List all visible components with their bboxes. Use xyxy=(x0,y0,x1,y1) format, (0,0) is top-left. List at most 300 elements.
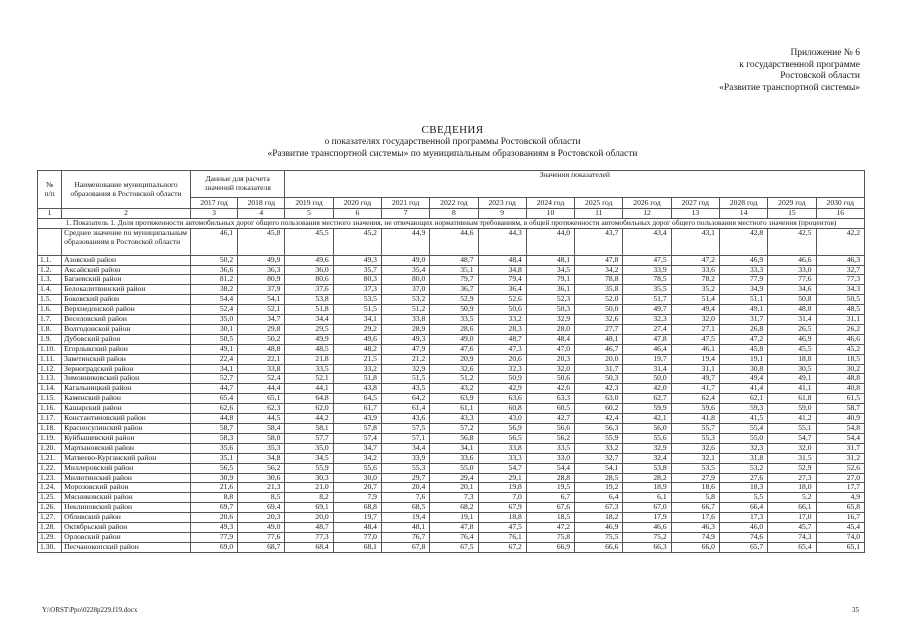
row-value: 5,2 xyxy=(768,493,816,503)
table-row xyxy=(38,265,865,275)
column-number: 5 xyxy=(285,209,333,219)
row-value: 75,5 xyxy=(575,532,623,542)
row-value: 34,1 xyxy=(190,364,237,374)
table-row xyxy=(38,463,865,473)
row-value: 74,9 xyxy=(671,532,719,542)
row-value: 62,3 xyxy=(238,404,285,414)
row-value: 44,8 xyxy=(190,414,237,424)
table-row xyxy=(38,542,865,552)
row-value: 20,9 xyxy=(430,354,478,364)
table-row xyxy=(38,315,865,325)
row-value: 46,4 xyxy=(623,344,671,354)
row-value: 51,1 xyxy=(719,295,767,305)
row-value: 50,5 xyxy=(190,334,237,344)
row-value: 28,2 xyxy=(623,473,671,483)
row-value: 32,6 xyxy=(575,315,623,325)
row-value: 33,3 xyxy=(478,453,526,463)
row-value: 74,0 xyxy=(816,532,864,542)
table-row xyxy=(38,532,865,542)
appendix-line: Приложение № 6 xyxy=(790,48,860,58)
row-num: 1.13. xyxy=(38,374,62,384)
row-value: 68,7 xyxy=(238,542,285,552)
header-year: 2021 год xyxy=(381,198,429,209)
row-value: 49,0 xyxy=(238,523,285,533)
row-value: 48,8 xyxy=(768,305,816,315)
table-row xyxy=(38,513,865,523)
row-value: 50,3 xyxy=(526,305,574,315)
row-value: 64,5 xyxy=(333,394,381,404)
row-value: 76,1 xyxy=(478,532,526,542)
row-value: 67,0 xyxy=(623,503,671,513)
row-value: 28,9 xyxy=(381,324,429,334)
appendix-line: «Развитие транспортной системы» xyxy=(719,82,860,93)
row-value: 49,3 xyxy=(381,334,429,344)
row-value: 27,9 xyxy=(671,473,719,483)
row-value: 56,2 xyxy=(526,433,574,443)
row-num: 1.6. xyxy=(38,305,62,315)
avg-num xyxy=(38,228,62,255)
row-value: 32,4 xyxy=(623,453,671,463)
row-value: 49,7 xyxy=(623,305,671,315)
page-number: 35 xyxy=(852,606,859,614)
table-row xyxy=(38,493,865,503)
row-value: 8,8 xyxy=(190,493,237,503)
row-value: 55,3 xyxy=(381,463,429,473)
row-value: 37,9 xyxy=(238,285,285,295)
row-value: 33,5 xyxy=(430,315,478,325)
row-value: 34,2 xyxy=(575,265,623,275)
row-value: 61,1 xyxy=(430,404,478,414)
row-value: 64,8 xyxy=(285,394,333,404)
row-value: 65,4 xyxy=(190,394,237,404)
appendix-block xyxy=(600,48,860,94)
row-value: 52,0 xyxy=(575,295,623,305)
row-value: 67,6 xyxy=(526,503,574,513)
row-value: 36,7 xyxy=(430,285,478,295)
row-value: 29,8 xyxy=(238,324,285,334)
table-row xyxy=(38,364,865,374)
row-value: 42,4 xyxy=(575,414,623,424)
row-value: 69,4 xyxy=(238,503,285,513)
row-value: 27,3 xyxy=(768,473,816,483)
row-value: 33,6 xyxy=(671,265,719,275)
row-value: 19,8 xyxy=(478,483,526,493)
row-value: 49,1 xyxy=(190,344,237,354)
column-number: 2 xyxy=(62,209,191,219)
row-value: 33,2 xyxy=(575,443,623,453)
row-value: 20,0 xyxy=(285,513,333,523)
row-value: 44,5 xyxy=(238,414,285,424)
row-value: 50,6 xyxy=(526,374,574,384)
row-value: 51,5 xyxy=(333,305,381,315)
row-value: 32,6 xyxy=(430,364,478,374)
row-value: 55,3 xyxy=(671,433,719,443)
header-year: 2024 год xyxy=(526,198,574,209)
row-value: 34,8 xyxy=(238,453,285,463)
row-value: 49,4 xyxy=(671,305,719,315)
column-number: 6 xyxy=(333,209,381,219)
table-row xyxy=(38,443,865,453)
row-value: 21,6 xyxy=(190,483,237,493)
row-value: 37,3 xyxy=(333,285,381,295)
row-value: 41,7 xyxy=(671,384,719,394)
row-municipality: Морозовский район xyxy=(62,483,191,493)
table-row xyxy=(38,404,865,414)
row-value: 80,3 xyxy=(333,275,381,285)
row-value: 76,4 xyxy=(430,532,478,542)
row-value: 48,7 xyxy=(430,255,478,265)
row-value: 59,6 xyxy=(671,404,719,414)
row-value: 36,3 xyxy=(238,265,285,275)
row-value: 58,0 xyxy=(238,433,285,443)
row-value: 58,7 xyxy=(190,424,237,434)
row-value: 59,3 xyxy=(719,404,767,414)
row-value: 26,2 xyxy=(816,324,864,334)
row-value: 7,9 xyxy=(333,493,381,503)
row-value: 58,7 xyxy=(816,404,864,414)
row-value: 47,2 xyxy=(526,523,574,533)
row-value: 81,2 xyxy=(190,275,237,285)
row-value: 31,4 xyxy=(623,364,671,374)
row-value: 18,8 xyxy=(478,513,526,523)
row-value: 67,5 xyxy=(430,542,478,552)
row-value: 41,5 xyxy=(719,414,767,424)
row-value: 47,8 xyxy=(623,334,671,344)
row-value: 26,5 xyxy=(768,324,816,334)
row-value: 19,4 xyxy=(381,513,429,523)
table-row xyxy=(38,285,865,295)
row-value: 18,3 xyxy=(719,483,767,493)
avg-value: 44,6 xyxy=(430,228,478,255)
column-number: 3 xyxy=(190,209,237,219)
row-value: 63,0 xyxy=(575,394,623,404)
row-value: 46,1 xyxy=(671,344,719,354)
row-value: 35,2 xyxy=(671,285,719,295)
row-value: 49,1 xyxy=(719,305,767,315)
row-value: 57,7 xyxy=(285,433,333,443)
avg-value: 44,0 xyxy=(526,228,574,255)
row-value: 30,3 xyxy=(285,473,333,483)
column-number: 14 xyxy=(719,209,767,219)
row-value: 28,8 xyxy=(526,473,574,483)
row-municipality: Веселовский район xyxy=(62,315,191,325)
row-value: 56,8 xyxy=(430,433,478,443)
row-value: 54,1 xyxy=(238,295,285,305)
row-num: 1.24. xyxy=(38,483,62,493)
row-value: 53,5 xyxy=(671,463,719,473)
row-value: 49,9 xyxy=(238,255,285,265)
row-value: 57,8 xyxy=(333,424,381,434)
document-title: СВЕДЕНИЯ xyxy=(421,124,484,136)
row-value: 57,2 xyxy=(430,424,478,434)
row-value: 68,5 xyxy=(381,503,429,513)
row-value: 30,2 xyxy=(816,364,864,374)
row-value: 32,3 xyxy=(719,443,767,453)
row-value: 17,3 xyxy=(719,513,767,523)
row-value: 48,4 xyxy=(478,255,526,265)
appendix-line: Ростовской области xyxy=(780,71,860,81)
row-value: 6,4 xyxy=(575,493,623,503)
row-value: 53,8 xyxy=(623,463,671,473)
row-value: 32,9 xyxy=(623,443,671,453)
row-num: 1.22. xyxy=(38,463,62,473)
row-municipality: Орловский район xyxy=(62,532,191,542)
row-value: 52,7 xyxy=(190,374,237,384)
row-value: 48,4 xyxy=(526,334,574,344)
row-value: 50,0 xyxy=(623,374,671,384)
row-value: 20,0 xyxy=(575,354,623,364)
row-municipality: Заветинский район xyxy=(62,354,191,364)
row-value: 30,0 xyxy=(333,473,381,483)
row-value: 48,1 xyxy=(381,523,429,533)
table-row xyxy=(38,473,865,483)
table-row xyxy=(38,354,865,364)
row-value: 52,4 xyxy=(190,305,237,315)
row-value: 66,9 xyxy=(526,542,574,552)
row-num: 1.12. xyxy=(38,364,62,374)
row-municipality: Мясниковский район xyxy=(62,493,191,503)
header-year: 2030 год xyxy=(816,198,864,209)
row-value: 37,6 xyxy=(285,285,333,295)
row-value: 4,9 xyxy=(816,493,864,503)
row-value: 27,6 xyxy=(719,473,767,483)
row-value: 7,3 xyxy=(430,493,478,503)
header-year: 2028 год xyxy=(719,198,767,209)
row-value: 69,1 xyxy=(285,503,333,513)
header-year: 2017 год xyxy=(190,198,237,209)
row-municipality: Аксайский район xyxy=(62,265,191,275)
row-value: 55,9 xyxy=(285,463,333,473)
row-municipality: Егорлыкский район xyxy=(62,344,191,354)
row-value: 32,1 xyxy=(671,453,719,463)
row-value: 26,8 xyxy=(719,324,767,334)
row-value: 6,1 xyxy=(623,493,671,503)
header-year: 2027 год xyxy=(671,198,719,209)
row-value: 43,0 xyxy=(478,414,526,424)
row-value: 34,7 xyxy=(238,315,285,325)
row-value: 31,7 xyxy=(575,364,623,374)
header-indicator-values: Значения показателей xyxy=(285,171,865,198)
row-value: 53,8 xyxy=(285,295,333,305)
row-value: 45,7 xyxy=(768,523,816,533)
row-value: 34,8 xyxy=(478,265,526,275)
row-value: 45,5 xyxy=(768,344,816,354)
column-number: 1 xyxy=(38,209,62,219)
row-value: 33,0 xyxy=(526,453,574,463)
column-number: 7 xyxy=(381,209,429,219)
row-value: 31,7 xyxy=(816,443,864,453)
row-value: 50,9 xyxy=(478,374,526,384)
row-value: 17,6 xyxy=(671,513,719,523)
row-value: 34,5 xyxy=(285,453,333,463)
row-value: 50,0 xyxy=(575,305,623,315)
row-municipality: Куйбышевский район xyxy=(62,433,191,443)
row-value: 27,1 xyxy=(671,324,719,334)
row-value: 41,4 xyxy=(719,384,767,394)
row-value: 34,4 xyxy=(381,443,429,453)
row-value: 46,3 xyxy=(816,255,864,265)
row-value: 21,3 xyxy=(238,483,285,493)
row-num: 1.25. xyxy=(38,493,62,503)
row-value: 77,6 xyxy=(768,275,816,285)
row-value: 48,4 xyxy=(333,523,381,533)
column-number: 12 xyxy=(623,209,671,219)
row-value: 29,1 xyxy=(478,473,526,483)
row-municipality: Октябрьский район xyxy=(62,523,191,533)
row-municipality: Матвеево-Курганский район xyxy=(62,453,191,463)
row-value: 33,9 xyxy=(623,265,671,275)
row-value: 57,5 xyxy=(381,424,429,434)
row-municipality: Зимовниковский район xyxy=(62,374,191,384)
indicators-table xyxy=(37,170,865,553)
row-value: 43,6 xyxy=(381,414,429,424)
row-value: 50,2 xyxy=(238,334,285,344)
row-value: 62,0 xyxy=(285,404,333,414)
row-value: 41,8 xyxy=(671,414,719,424)
row-value: 68,2 xyxy=(430,503,478,513)
row-value: 35,0 xyxy=(285,443,333,453)
row-municipality: Каменский район xyxy=(62,394,191,404)
row-value: 58,1 xyxy=(285,424,333,434)
row-municipality: Волгодонской район xyxy=(62,324,191,334)
row-value: 49,9 xyxy=(285,334,333,344)
row-value: 61,8 xyxy=(768,394,816,404)
row-value: 79,7 xyxy=(430,275,478,285)
row-value: 34,1 xyxy=(333,315,381,325)
row-value: 67,8 xyxy=(381,542,429,552)
row-value: 19,4 xyxy=(671,354,719,364)
row-num: 1.5. xyxy=(38,295,62,305)
row-num: 1.26. xyxy=(38,503,62,513)
row-num: 1.14. xyxy=(38,384,62,394)
row-value: 47,0 xyxy=(526,344,574,354)
row-value: 61,5 xyxy=(816,394,864,404)
row-value: 34,1 xyxy=(430,443,478,453)
row-value: 52,1 xyxy=(238,305,285,315)
section-title: 1. Показатель 1. Доля протяженности автомобильных дорог общего пользования местного значения, не отвечающих нормативным требованиям, в общей протяженности автомобильных дорог общего пользования местного значения (процентов) xyxy=(38,219,865,229)
row-value: 37,0 xyxy=(381,285,429,295)
row-value: 74,3 xyxy=(768,532,816,542)
header-year: 2019 год xyxy=(285,198,333,209)
row-value: 62,6 xyxy=(190,404,237,414)
row-value: 75,8 xyxy=(526,532,574,542)
row-value: 18,5 xyxy=(816,354,864,364)
row-value: 50,6 xyxy=(478,305,526,315)
row-value: 47,5 xyxy=(671,334,719,344)
row-value: 49,0 xyxy=(381,255,429,265)
row-value: 49,7 xyxy=(671,374,719,384)
header-num: № п/п xyxy=(38,171,62,209)
row-value: 60,2 xyxy=(575,404,623,414)
row-value: 21,2 xyxy=(381,354,429,364)
row-value: 32,9 xyxy=(526,315,574,325)
column-number: 16 xyxy=(816,209,864,219)
row-num: 1.7. xyxy=(38,315,62,325)
row-municipality: Красносулинский район xyxy=(62,424,191,434)
row-value: 18,0 xyxy=(768,483,816,493)
column-number: 9 xyxy=(478,209,526,219)
column-number: 13 xyxy=(671,209,719,219)
row-value: 77,9 xyxy=(719,275,767,285)
row-value: 43,9 xyxy=(333,414,381,424)
row-value: 21,0 xyxy=(285,483,333,493)
table-row xyxy=(38,453,865,463)
row-value: 42,7 xyxy=(526,414,574,424)
row-value: 30,5 xyxy=(768,364,816,374)
appendix-line: к государственной программе xyxy=(739,59,860,70)
row-value: 55,9 xyxy=(575,433,623,443)
avg-value: 44,3 xyxy=(478,228,526,255)
row-value: 59,0 xyxy=(768,404,816,414)
row-value: 42,3 xyxy=(575,384,623,394)
row-value: 64,2 xyxy=(381,394,429,404)
table-row xyxy=(38,295,865,305)
row-municipality: Зерноградский район xyxy=(62,364,191,374)
row-value: 47,6 xyxy=(430,344,478,354)
row-value: 46,6 xyxy=(768,255,816,265)
row-num: 1.15. xyxy=(38,394,62,404)
row-value: 31,1 xyxy=(816,315,864,325)
row-value: 32,7 xyxy=(575,453,623,463)
table-row xyxy=(38,305,865,315)
row-value: 46,6 xyxy=(816,334,864,344)
row-value: 50,3 xyxy=(575,374,623,384)
row-value: 49,3 xyxy=(333,255,381,265)
row-value: 49,6 xyxy=(333,334,381,344)
row-value: 31,2 xyxy=(816,453,864,463)
row-value: 16,7 xyxy=(816,513,864,523)
header-year: 2029 год xyxy=(768,198,816,209)
row-municipality: Багаевский район xyxy=(62,275,191,285)
row-municipality: Миллеровский район xyxy=(62,463,191,473)
row-value: 19,1 xyxy=(719,354,767,364)
row-value: 46,6 xyxy=(623,523,671,533)
avg-value: 45,5 xyxy=(285,228,333,255)
avg-value: 42,5 xyxy=(768,228,816,255)
row-value: 56,5 xyxy=(190,463,237,473)
row-value: 33,9 xyxy=(381,453,429,463)
row-value: 38,2 xyxy=(190,285,237,295)
row-value: 41,2 xyxy=(768,414,816,424)
row-value: 62,4 xyxy=(671,394,719,404)
row-value: 8,5 xyxy=(238,493,285,503)
row-value: 35,0 xyxy=(190,315,237,325)
row-value: 66,1 xyxy=(768,503,816,513)
row-num: 1.2. xyxy=(38,265,62,275)
row-value: 52,6 xyxy=(478,295,526,305)
row-value: 36,6 xyxy=(190,265,237,275)
row-value: 47,8 xyxy=(430,523,478,533)
row-value: 35,7 xyxy=(333,265,381,275)
row-value: 22,4 xyxy=(190,354,237,364)
row-value: 34,3 xyxy=(816,285,864,295)
row-value: 20,6 xyxy=(190,513,237,523)
row-value: 47,5 xyxy=(478,523,526,533)
row-value: 20,1 xyxy=(430,483,478,493)
row-value: 32,0 xyxy=(671,315,719,325)
row-value: 55,1 xyxy=(768,424,816,434)
row-value: 27,4 xyxy=(623,324,671,334)
row-value: 18,9 xyxy=(623,483,671,493)
row-value: 56,2 xyxy=(238,463,285,473)
row-value: 43,3 xyxy=(430,414,478,424)
row-municipality: Белокалитвинский район xyxy=(62,285,191,295)
row-value: 78,2 xyxy=(671,275,719,285)
row-value: 52,1 xyxy=(285,374,333,384)
row-value: 19,2 xyxy=(575,483,623,493)
row-value: 35,3 xyxy=(238,443,285,453)
row-value: 30,8 xyxy=(719,364,767,374)
